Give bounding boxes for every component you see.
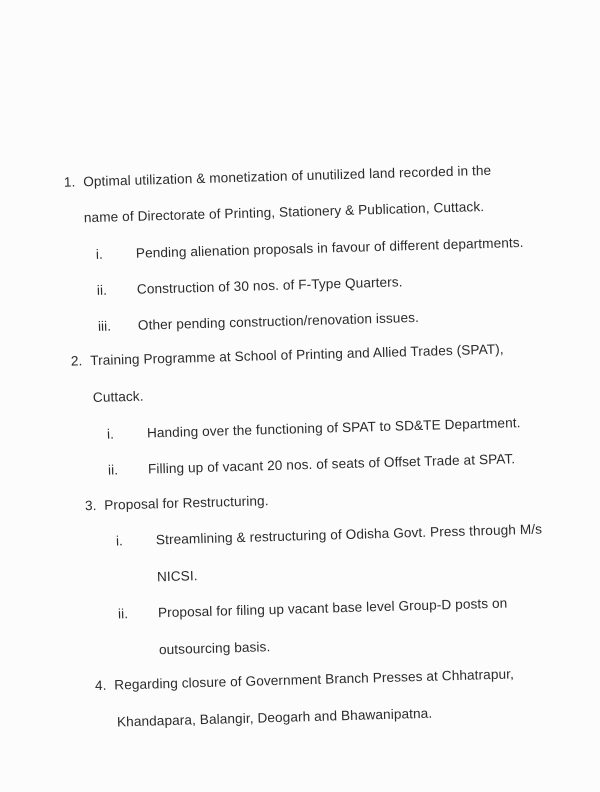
sub-item-3-ii [118,595,508,624]
item-text: Proposal for Restructuring. [104,493,269,513]
sub-item-number: i. [95,246,104,262]
sub-item-3-i-continuation [157,567,198,586]
sub-item-2-i [107,414,521,444]
sub-item-number: i. [106,426,115,442]
list-item-1 [64,162,492,192]
list-item-3 [85,492,269,515]
list-item-2-continuation [93,388,144,407]
sub-item-3-i [116,521,543,551]
sub-item-text-continued: outsourcing basis. [158,639,271,658]
sub-item-1-iii [98,309,419,336]
sub-item-1-i [96,234,524,264]
sub-item-3-ii-continuation [159,638,271,659]
sub-item-text: Proposal for filing up vacant base level Group-D posts on [157,595,508,621]
list-item-4 [95,665,514,695]
sub-item-text: Other pending construction/renovation issues. [137,309,420,333]
item-number: 1. [63,174,76,190]
sub-item-1-ii [97,273,403,300]
sub-item-number: iii. [97,318,112,334]
sub-item-text: Construction of 30 nos. of F-Type Quarters. [136,274,403,297]
item-text-continued: Khandapara, Balangir, Deogarh and Bhawanipatna. [116,705,433,730]
sub-item-text-continued: NICSI. [156,568,198,585]
sub-item-text: Handing over the functioning of SPAT to SD&TE Department. [146,415,521,441]
sub-item-text: Filling up of vacant 20 nos. of seats of Offset Trade at SPAT. [147,451,516,477]
list-item-4-continuation [117,705,433,732]
sub-item-number: ii. [96,282,108,298]
item-text: Regarding closure of Government Branch Presses at Chhatrapur, [114,666,515,693]
sub-item-text: Streamlining & restructuring of Odisha Govt. Press through M/s [155,521,543,548]
item-number: 4. [94,677,107,694]
item-text-continued: name of Directorate of Printing, Stationery & Publication, Cuttack. [83,199,485,226]
sub-item-number: ii. [117,606,129,622]
sub-item-text: Pending alienation proposals in favour of different departments. [135,234,524,261]
agenda-list [55,135,595,730]
sub-item-number: ii. [107,462,119,478]
item-number: 2. [70,353,83,369]
item-number: 3. [84,497,97,514]
item-text: Optimal utilization & monetization of unutilized land recorded in the [82,162,492,190]
list-item-2 [71,341,504,371]
item-text-continued: Cuttack. [92,388,144,406]
list-item-1-continuation [84,198,485,227]
item-text: Training Programme at School of Printing and Allied Trades (SPAT), [89,341,504,369]
sub-item-2-ii [108,450,516,479]
sub-item-number: i. [115,533,124,549]
